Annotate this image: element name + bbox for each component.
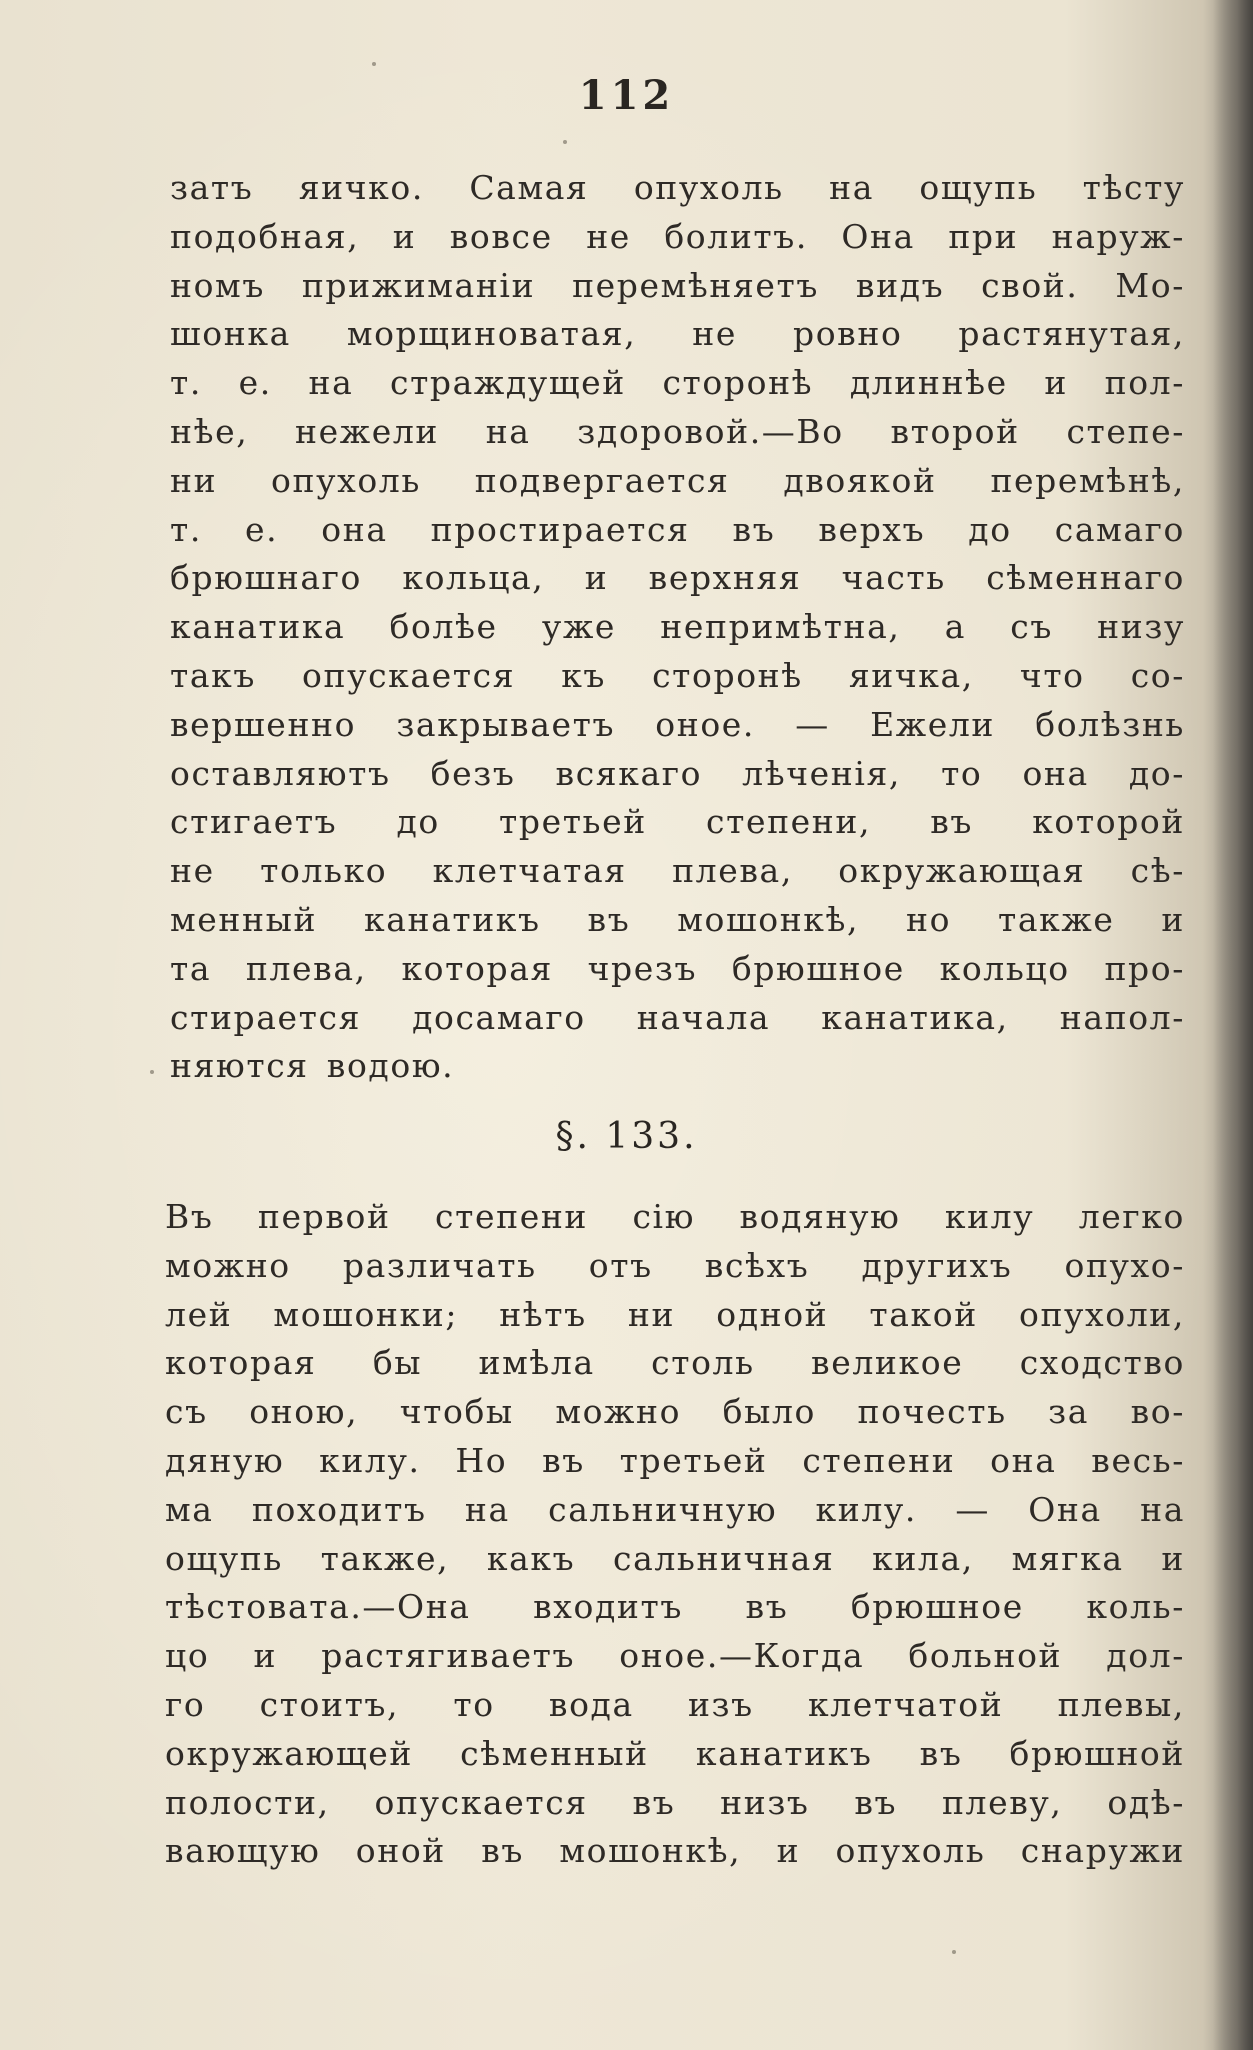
spine-shadow: [1213, 0, 1253, 2050]
text-line: стигаетъ до третьей степени, въ которой: [170, 802, 1185, 842]
text-line: ма походитъ на сальничную килу. — Она на: [165, 1489, 1185, 1529]
text-line: можно различать отъ всѣхъ другихъ опухо-: [165, 1245, 1185, 1285]
text-line: съ оною, чтобы можно было почесть за во-: [165, 1392, 1185, 1432]
paper-speck: [150, 1070, 154, 1074]
text-line: менный канатикъ въ мошонкѣ, но также и: [170, 899, 1185, 939]
text-line: номъ прижиманіи перемѣняетъ видъ свой. Мо-: [170, 265, 1185, 305]
text-line: не только клетчатая плева, окружающая сѣ-: [170, 851, 1185, 891]
text-line: которая бы имѣла столь великое сходство: [165, 1343, 1185, 1383]
text-line: ни опухоль подвергается двоякой перемѣнѣ,: [170, 460, 1185, 500]
text-line: полости, опускается въ низъ въ плеву, одѣ-: [165, 1782, 1185, 1822]
text-line: окружающей сѣменный канатикъ въ брюшной: [165, 1733, 1185, 1773]
text-line: тѣстовата.—Она входитъ въ брюшное коль-: [165, 1587, 1185, 1627]
text-line: Въ первой степени сію водяную килу легко: [165, 1197, 1185, 1236]
paper-speck: [952, 1950, 956, 1954]
text-line: дяную килу. Но въ третьей степени она весь-: [165, 1440, 1185, 1480]
text-line: лей мошонки; нѣтъ ни одной такой опухоли,: [165, 1294, 1185, 1334]
text-line: нѣе, нежели на здоровой.—Во второй степе-: [170, 411, 1185, 451]
text-line: стирается досамаго начала канатика, напол-: [170, 997, 1185, 1037]
text-line: шонка морщиноватая, не ровно растянутая,: [170, 314, 1185, 354]
paper-speck: [563, 140, 567, 144]
text-line: вающую оной въ мошонкѣ, и опухоль снаружи: [165, 1831, 1185, 1871]
text-line: та плева, которая чрезъ брюшное кольцо про-: [170, 948, 1185, 988]
text-line: цо и растягиваетъ оное.—Когда больной дол-: [165, 1636, 1185, 1676]
text-line: оставляютъ безъ всякаго лѣченія, то она до-: [170, 753, 1185, 793]
section-heading: §. 133.: [555, 1116, 698, 1157]
paragraph-1: [170, 164, 1185, 1091]
paper-speck: [372, 62, 376, 66]
text-line: т. е. на страждущей сторонѣ длиннѣе и пол-: [170, 363, 1185, 403]
text-line: такъ опускается къ сторонѣ яичка, что со-: [170, 655, 1185, 695]
text-line: брюшнаго кольца, и верхняя часть сѣменнаго: [170, 558, 1185, 598]
text-line: т. е. она простирается въ верхъ до самаго: [170, 509, 1185, 549]
page-number: 112: [578, 72, 675, 119]
text-line: канатика болѣе уже непримѣтна, а съ низу: [170, 607, 1185, 647]
text-line: затъ яичко. Самая опухоль на ощупь тѣсту: [170, 168, 1185, 207]
text-line: вершенно закрываетъ оное. — Ежели болѣзнь: [170, 704, 1185, 744]
text-line: го стоитъ, то вода изъ клетчатой плевы,: [165, 1684, 1185, 1724]
paragraph-2: [165, 1193, 1185, 1876]
text-line: ощупь также, какъ сальничная кила, мягка и: [165, 1538, 1185, 1578]
text-line: подобная, и вовсе не болитъ. Она при наруж-: [170, 216, 1185, 256]
text-line: няются водою.: [170, 1046, 455, 1086]
